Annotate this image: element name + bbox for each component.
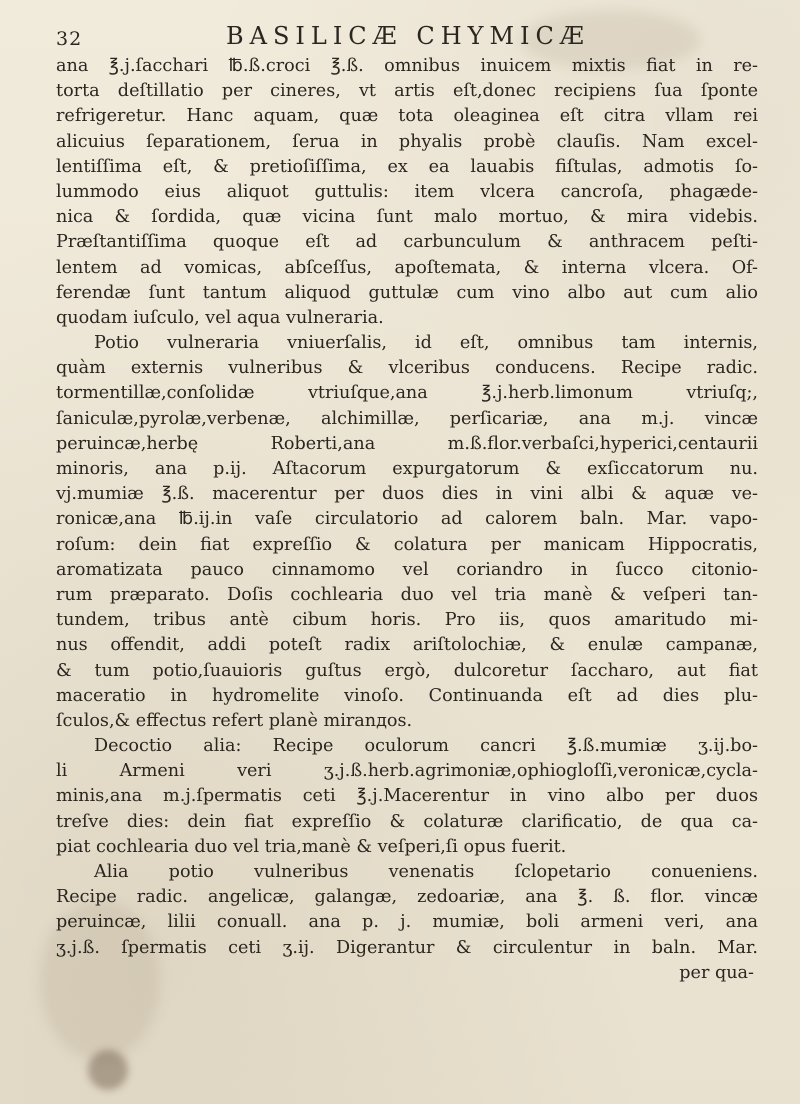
text-line: Præſtantiſſima quoque eſt ad carbunculum & anthracem peſti- <box>56 232 758 253</box>
text-line: peruincæ, lilii conuall. ana p. j. mumiæ, boli armeni veri, ana <box>56 912 758 933</box>
text-line: alicuius ſeparationem, ſerua in phyalis probè clauſis. Nam excel- <box>56 131 758 152</box>
text-line: lummodo eius aliquot guttulis: item vlcera cancroſa, phagæde- <box>56 181 758 202</box>
text-line: maceratio in hydromelite vinoſo. Continuanda eſt ad dies plu- <box>56 685 758 706</box>
ink-smudge <box>88 1050 128 1090</box>
running-head: BASILICÆ CHYMICÆ <box>226 22 590 50</box>
text-line: treſve dies: dein fiat expreſſio & colaturæ clarificatio, de qua ca- <box>56 811 758 832</box>
text-line: lentem ad vomicas, abſceſſus, apoſtemata, & interna vlcera. Of- <box>56 257 758 278</box>
text-line: nus offendit, addi poteſt radix ariſtolochiæ, & enulæ campanæ, <box>56 635 758 656</box>
text-line: minoris, ana p.ij. Aſtacorum expurgatorum & exſiccatorum nu. <box>56 459 758 479</box>
text-line: refrigeretur. Hanc aquam, quæ tota oleaginea eſt citra vllam rei <box>56 106 758 127</box>
text-line: vj.mumiæ ℥.ß. macerentur per duos dies in vini albi & aquæ ve- <box>56 484 758 505</box>
page-header <box>56 22 756 56</box>
text-line: ſaniculæ,pyrolæ,verbenæ, alchimillæ, perſicariæ, ana m.j. vincæ <box>56 408 758 429</box>
text-line: rum præparato. Doſis cochlearia duo vel tria manè & veſperi tan- <box>56 584 758 605</box>
text-line: ferendæ ſunt tantum aliquod guttulæ cum vino albo aut cum alio <box>56 282 758 303</box>
text-line: tundem, tribus antè cibum horis. Pro iis, quos amaritudo mi- <box>56 610 758 631</box>
text-line: torta deſtillatio per cineres, vt artis eſt,donec recipiens ſua ſponte <box>56 81 758 102</box>
body-text <box>56 54 758 986</box>
text-line: lentiſſima eſt, & pretioſiſſima, ex ea lauabis fiſtulas, admotis ſo- <box>56 156 758 177</box>
text-line: ſculos,& effectus refert planè miranдos. <box>56 710 413 731</box>
text-line: Potio vulneraria vniuerſalis, id eſt, omnibus tam internis, <box>94 333 758 354</box>
text-line: aromatizata pauco cinnamomo vel coriandro in ſucco citonio- <box>56 559 758 580</box>
text-line: tormentillæ,conſolidæ vtriuſque,ana ℥.j.herb.limonum vtriuſq;, <box>56 383 758 404</box>
page-number: 32 <box>56 28 83 50</box>
text-line: Recipe radic. angelicæ, galangæ, zedoariæ, ana ℥. ß. flor. vincæ <box>56 887 758 908</box>
text-line: Decoctio alia: Recipe oculorum cancri ℥.ß.mumiæ ʒ.ij.bo- <box>94 736 758 757</box>
text-line: peruincæ,herbę Roberti,ana m.ß.flor.verbaſci,hyperici,centaurii <box>56 433 758 454</box>
text-line: roſum: dein fiat expreſſio & colatura per manicam Hippocratis, <box>56 534 758 555</box>
catchword: per qua- <box>679 962 754 983</box>
text-line: minis,ana m.j.ſpermatis ceti ℥.j.Macerentur in vino albo per duos <box>56 786 758 807</box>
text-line: li Armeni veri ʒ.j.ß.herb.agrimoniæ,ophiogloſſi,veronicæ,cycla- <box>56 761 758 782</box>
text-line: quodam iuſculo, vel aqua vulneraria. <box>56 307 384 328</box>
text-line: ʒ.j.ß. ſpermatis ceti ʒ.ij. Digerantur & circulentur in baln. Mar. <box>56 937 758 958</box>
text-line: Alia potio vulneribus venenatis ſclopetario conueniens. <box>94 862 758 882</box>
text-line: & tum potio,ſuauioris guſtus ergò, dulcoretur ſaccharo, aut fiat <box>56 660 758 681</box>
text-line: piat cochlearia duo vel tria,manè & veſperi,ſi opus fuerit. <box>56 836 567 857</box>
text-line: nica & ſordida, quæ vicina ſunt malo mortuo, & mira videbis. <box>56 207 758 228</box>
text-line: ronicæ,ana ℔.ij.in vaſe circulatorio ad calorem baln. Mar. vapo- <box>56 509 758 530</box>
text-line: ana ℥.j.ſacchari ℔.ß.croci ℥.ß. omnibus inuicem mixtis fiat in re- <box>56 56 758 76</box>
text-line: quàm externis vulneribus & vlceribus conducens. Recipe radic. <box>56 358 758 379</box>
